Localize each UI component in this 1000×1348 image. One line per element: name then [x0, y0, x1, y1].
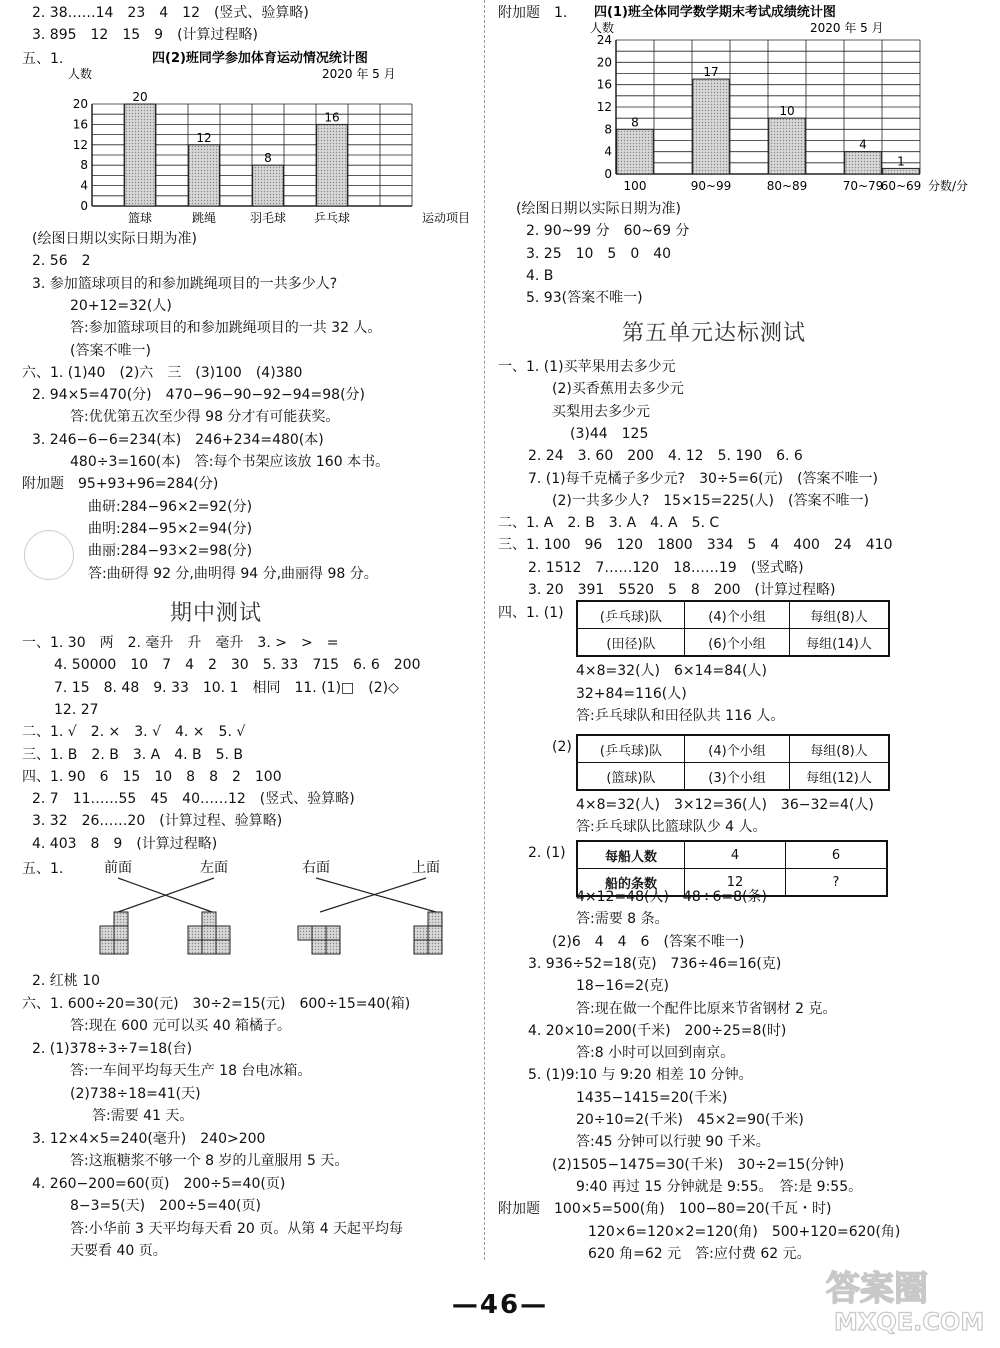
answer-line: 2. 24 3. 60 200 4. 12 5. 190 6. 6	[528, 448, 803, 465]
view-cube	[428, 926, 442, 940]
answer-line: 答:参加篮球项目的和参加跳绳项目的一共 32 人。	[70, 320, 382, 337]
answer-line: 2. 90~99 分 60~69 分	[526, 223, 690, 240]
answer-line: 六、1. (1)40 (2)六 三 (3)100 (4)380	[22, 364, 303, 381]
view-cube	[428, 940, 442, 954]
view-cube	[114, 926, 128, 940]
answer-line: 2. 红桃 10	[32, 973, 101, 989]
answer-line: 4×8=32(人) 3×12=36(人) 36−32=4(人)	[576, 797, 874, 813]
y-tick-label: 16	[72, 117, 88, 132]
view-cube	[114, 912, 128, 926]
answer-line: 二、1. A 2. B 3. A 4. A 5. C	[498, 515, 720, 532]
svg-text:答案圈: 答案圈	[826, 1269, 928, 1309]
answer-line: 4. 260−200=60(页) 200÷5=40(页)	[32, 1175, 286, 1192]
answer-line: 4×12=48(人) 48÷6=8(条)	[576, 889, 767, 905]
y-tick-label: 8	[604, 122, 612, 137]
view-cube	[202, 926, 216, 940]
answer-line: (2)一共多少人? 15×15=225(人) (答案不唯一)	[552, 492, 869, 509]
answer-line: 答:这瓶糖浆不够一个 8 岁的儿童服用 5 天。	[70, 1153, 349, 1169]
view-cube	[298, 926, 312, 940]
view-cube	[326, 940, 340, 954]
answer-line: 20÷10=2(千米) 45×2=90(千米)	[576, 1112, 804, 1128]
answer-line: 2. 38……14 23 4 12 (竖式、验算略)	[32, 5, 309, 21]
answer-line: 3. 895 12 15 9 (计算过程略)	[32, 27, 258, 43]
view-cube	[312, 926, 326, 940]
answer-line: 附加题 100×5=500(角) 100−80=20(千瓦・时)	[498, 1201, 832, 1218]
answer-line: 曲丽:284−93×2=98(分)	[88, 543, 253, 560]
table-row	[577, 629, 889, 657]
bar	[693, 79, 729, 174]
y-tick-label: 12	[596, 100, 612, 114]
answer-line: 2. 1512 7……120 18……19 (竖式略)	[528, 559, 804, 576]
y-tick-label: 0	[80, 199, 88, 213]
view-cube	[414, 926, 428, 940]
svg-text:MXQE.COM: MXQE.COM	[834, 1308, 985, 1336]
answer-line: 答:8 小时可以回到南京。	[576, 1045, 735, 1062]
answer-line: 一、1. (1)买苹果用去多少元	[498, 359, 676, 375]
answer-line: 4. 20×10=200(千米) 200÷25=8(时)	[528, 1022, 787, 1039]
section-title-unit5: 第五单元达标测试	[622, 321, 807, 346]
bar-value-label: 4	[859, 137, 867, 152]
answer-line: 4. 50000 10 7 4 2 30 5. 33 715 6. 6 200	[54, 657, 421, 674]
answer-line: (3)44 125	[570, 425, 649, 442]
answer-line: 480÷3=160(本) 答:每个书架应该放 160 本书。	[70, 454, 390, 470]
x-axis-label: 运动项目	[422, 211, 471, 225]
table-cell: 4	[685, 841, 786, 869]
view-cube	[216, 926, 230, 940]
answer-line: 2. (1)378÷3÷7=18(台)	[32, 1040, 193, 1057]
view-cube	[312, 940, 326, 954]
answer-line: (绘图日期以实际日期为准)	[516, 201, 681, 217]
x-tick-label: 80~89	[766, 179, 808, 193]
bar-value-label: 12	[196, 130, 212, 145]
table-row	[577, 735, 889, 763]
sports-bar-chart	[62, 46, 482, 230]
answer-line: 一、1. 30 两 2. 毫升 升 毫升 3. > > =	[22, 635, 339, 651]
answer-line: 附加题 95+93+96=284(分)	[22, 476, 219, 493]
question-label: 附加题 1.	[498, 5, 568, 21]
answer-line: 三、1. B 2. B 3. A 4. B 5. B	[22, 746, 244, 763]
table-row	[577, 763, 889, 791]
x-tick-label: 乒乓球	[313, 211, 351, 225]
answer-line: 7. (1)每千克橘子多少元? 30÷5=6(元) (答案不唯一)	[528, 470, 879, 487]
table-cell: (4)个小组	[685, 735, 790, 763]
y-tick-label: 4	[604, 144, 612, 159]
view-label: 左面	[200, 860, 228, 876]
chart-title: 四(1)班全体同学数学期末考试成绩统计图	[594, 5, 836, 20]
view-cube	[100, 926, 114, 940]
bar-value-label: 20	[132, 90, 148, 104]
y-tick-label: 8	[80, 158, 88, 173]
answer-line: 120×6=120×2=120(角) 500+120=620(角)	[588, 1223, 901, 1240]
view-cube	[100, 940, 114, 954]
x-tick-label: 羽毛球	[249, 211, 287, 225]
table-cell: 每组(8)人	[790, 601, 890, 629]
answer-line: 18−16=2(克)	[576, 978, 669, 995]
answer-line: 4×8=32(人) 6×14=84(人)	[576, 663, 767, 679]
answer-line: 答:一车间平均每天生产 18 台电冰箱。	[70, 1063, 312, 1079]
answer-line: 12. 27	[54, 701, 99, 718]
table-cell: 12	[685, 869, 786, 897]
bar	[317, 124, 348, 206]
answer-line: 答:需要 41 天。	[92, 1108, 194, 1124]
bar	[189, 145, 220, 206]
answer-line: 3. 246−6−6=234(本) 246+234=480(本)	[32, 431, 324, 448]
three-views-diagram	[62, 858, 472, 968]
column-divider	[484, 0, 485, 1260]
chart-date: 2020 年 5 月	[810, 21, 884, 35]
view-cube	[188, 940, 202, 954]
x-tick-label: 90~99	[690, 179, 732, 193]
answer-line: 3. 12×4×5=240(毫升) 240>200	[32, 1130, 266, 1147]
x-tick-label: 70~79	[842, 179, 884, 193]
view-label: 右面	[302, 860, 330, 876]
x-tick-label: 跳绳	[191, 211, 217, 225]
table-cell: (6)个小组	[685, 629, 790, 657]
answer-line: 四、1. 90 6 15 10 8 8 2 100	[22, 768, 282, 785]
answer-line: 3. 参加篮球项目的和参加跳绳项目的一共多少人?	[32, 275, 338, 292]
bar-value-label: 10	[779, 104, 795, 119]
answer-line: 答:现在 600 元可以买 40 箱橘子。	[70, 1018, 292, 1034]
answer-line: (2)738÷18=41(天)	[70, 1085, 201, 1102]
view-label: 上面	[412, 860, 440, 876]
chart-title: 四(2)班同学参加体育运动情况统计图	[152, 51, 368, 66]
answer-line: 天要看 40 页。	[70, 1243, 167, 1259]
answer-line: 9:40 再过 15 分钟就是 9:55。 答:是 9:55。	[576, 1178, 863, 1195]
seal-stamp	[24, 530, 74, 580]
answer-line: 4. 403 8 9 (计算过程略)	[32, 835, 218, 852]
answer-line: 三、1. 100 96 120 1800 334 5 4 400 24 410	[498, 537, 893, 554]
grouping-table-2	[576, 734, 890, 791]
x-tick-label: 60~69	[880, 179, 922, 193]
view-cube	[202, 912, 216, 926]
question-label: 五、1.	[22, 861, 64, 877]
y-tick-label: 24	[596, 33, 612, 47]
answer-line: 曲研:284−96×2=92(分)	[88, 498, 253, 515]
scores-bar-chart	[584, 4, 978, 200]
view-cube	[428, 912, 442, 926]
answer-line: 32+84=116(人)	[576, 685, 687, 702]
answer-line: 答:需要 8 条。	[576, 911, 669, 928]
table-row	[577, 601, 889, 629]
table-cell: 每组(8)人	[790, 735, 890, 763]
y-axis-label: 人数	[590, 21, 615, 35]
y-axis-label: 人数	[68, 67, 93, 81]
answer-line: 5. (1)9:10 与 9:20 相差 10 分钟。	[528, 1067, 753, 1084]
bar-value-label: 17	[703, 65, 719, 80]
answer-line: 买梨用去多少元	[552, 403, 650, 420]
x-axis-label: 分数/分	[928, 179, 969, 193]
answer-line: 答:45 分钟可以行驶 90 千米。	[576, 1134, 770, 1151]
y-tick-label: 16	[596, 77, 612, 92]
bar-value-label: 8	[264, 151, 272, 166]
answer-line: 答:优优第五次至少得 98 分才有可能获奖。	[70, 409, 340, 426]
bar-value-label: 8	[631, 115, 639, 130]
bar-value-label: 1	[897, 154, 905, 169]
watermark-logo	[816, 1258, 986, 1338]
bar-value-label: 16	[324, 110, 340, 125]
question-label: 五、1.	[22, 51, 64, 67]
answer-line: 5. 93(答案不唯一)	[526, 290, 643, 307]
table-cell: 每组(14)人	[790, 629, 890, 657]
table-cell: (篮球)队	[577, 763, 685, 791]
answer-line: 3. 20 391 5520 5 8 200 (计算过程略)	[528, 582, 836, 598]
bar	[883, 168, 919, 174]
page-number: —46—	[451, 1290, 549, 1320]
table-cell: 每组(12)人	[790, 763, 890, 791]
table-cell: (田径)队	[577, 629, 685, 657]
answer-line: 2. 56 2	[32, 253, 91, 270]
answer-line: (答案不唯一)	[70, 342, 151, 359]
chart-date: 2020 年 5 月	[322, 67, 396, 81]
answer-line: 2. 7 11……55 45 40……12 (竖式、验算略)	[32, 791, 355, 808]
question-label: (2)	[552, 739, 572, 755]
y-tick-label: 20	[72, 97, 88, 111]
answer-line: 1435−1415=20(千米)	[576, 1089, 728, 1106]
answer-line: 答:小华前 3 天平均每天看 20 页。从第 4 天起平均每	[70, 1220, 404, 1237]
bar	[617, 129, 653, 174]
view-cube	[414, 940, 428, 954]
answer-line: 答:现在做一个配件比原来节省钢材 2 克。	[576, 1000, 837, 1017]
question-label: 2. (1)	[528, 845, 566, 861]
x-tick-label: 100	[623, 179, 647, 193]
table-cell: (3)个小组	[685, 763, 790, 791]
table-cell: ?	[786, 869, 888, 897]
x-tick-label: 篮球	[127, 211, 153, 225]
bar	[253, 165, 284, 206]
answer-line: 答:乒乓球队和田径队共 116 人。	[576, 708, 785, 724]
view-cube	[114, 940, 128, 954]
table-cell: 每船人数	[577, 841, 685, 869]
answer-line: (绘图日期以实际日期为准)	[32, 231, 197, 247]
table-cell: 6	[786, 841, 888, 869]
view-cube	[326, 926, 340, 940]
answer-line: 620 角=62 元 答:应付费 62 元。	[588, 1245, 811, 1262]
answer-line: 7. 15 8. 48 9. 33 10. 1 相同 11. (1)□ (2)◇	[54, 679, 399, 696]
view-cube	[202, 940, 216, 954]
answer-line: 2. 94×5=470(分) 470−96−90−92−94=98(分)	[32, 387, 366, 404]
table-cell: (乒乓球)队	[577, 735, 685, 763]
view-cube	[216, 940, 230, 954]
answer-line: 8−3=5(天) 200÷5=40(页)	[70, 1198, 261, 1214]
question-label: 四、1. (1)	[498, 605, 564, 621]
answer-line: (2)6 4 4 6 (答案不唯一)	[552, 933, 745, 950]
y-tick-label: 0	[604, 167, 612, 181]
answer-line: 答:乒乓球队比篮球队少 4 人。	[576, 819, 767, 835]
table-row	[577, 841, 887, 869]
answer-line: 曲明:284−95×2=94(分)	[88, 520, 253, 537]
answer-line: 答:曲研得 92 分,曲明得 94 分,曲丽得 98 分。	[88, 565, 378, 582]
answer-line: 3. 936÷52=18(克) 736÷46=16(克)	[528, 955, 782, 972]
table-cell: (乒乓球)队	[577, 601, 685, 629]
answer-line: 3. 25 10 5 0 40	[526, 245, 672, 262]
view-label: 前面	[104, 860, 132, 876]
y-tick-label: 4	[80, 178, 88, 193]
answer-line: 4. B	[526, 267, 554, 284]
answer-line: 六、1. 600÷20=30(元) 30÷2=15(元) 600÷15=40(箱)	[22, 995, 411, 1012]
bar	[125, 104, 156, 206]
grouping-table-1	[576, 600, 890, 657]
view-cube	[188, 926, 202, 940]
bar	[769, 118, 805, 174]
section-title-midterm: 期中测试	[170, 601, 263, 626]
bar	[845, 152, 881, 174]
answer-line: 3. 32 26……20 (计算过程、验算略)	[32, 813, 283, 830]
y-tick-label: 12	[72, 137, 88, 152]
answer-line: (2)买香蕉用去多少元	[552, 381, 684, 398]
table-cell: (4)个小组	[685, 601, 790, 629]
answer-line: 二、1. √ 2. × 3. √ 4. × 5. √	[22, 724, 246, 741]
table-cell: 船的条数	[577, 869, 685, 897]
y-tick-label: 20	[596, 55, 612, 70]
answer-line: 20+12=32(人)	[70, 297, 172, 314]
answer-line: (2)1505−1475=30(千米) 30÷2=15(分钟)	[552, 1156, 845, 1173]
